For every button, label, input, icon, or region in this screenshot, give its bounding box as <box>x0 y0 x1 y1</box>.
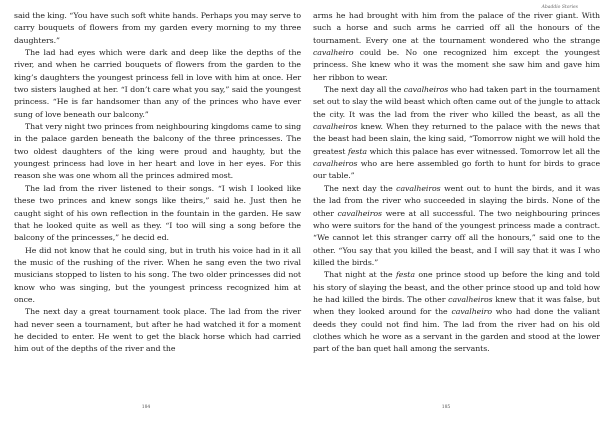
italic-term: cavalheiros <box>403 85 449 95</box>
right-page <box>300 0 600 424</box>
paragraph-text: knew. When they returned to the palace with the news that the beast had been slain, the king said, “Tomorrow night we will hold the greatest <box>313 122 600 156</box>
paragraph-text: He did not know that he could sing, but in truth his voice had in it all the music of the rushing of the river. When he sang even the two rival musicians stopped to listen to his song. The two older princesses did not know who was singing, but the youngest princess recognized him at once. <box>14 245 301 304</box>
paragraph-text: were at all successful. The two neighbouring princes who were suitors for the hand of the youngest princess made a contract. “We cannot let this stranger carry off all the honours,” said one to the other. “You say that you killed the beast, and I will say that it was I who killed the birds.” <box>313 208 600 267</box>
paragraph <box>14 10 301 47</box>
paragraph <box>14 245 301 307</box>
paragraph-text: That night at the <box>324 270 396 280</box>
italic-term: cavalheiro <box>313 48 354 58</box>
paragraph-text: one prince stood up before the king and told his story of slaying the beast, and the other prince stood up and told how he had killed the birds. The other <box>313 270 600 304</box>
paragraph-text: arms he had brought with him from the palace of the river giant. With such a horse and such arms he carried off all the honours of the tournament. Every one at the tournament wondered who the strange <box>313 11 600 45</box>
paragraph-text: which this palace has ever witnessed. Tomorrow let all the <box>366 146 600 156</box>
paragraph <box>313 84 600 183</box>
paragraph-text: That very night two princes from neighbouring kingdoms came to sing in the palace garden beneath the balcony of the three princesses. The two oldest daughters of the king were proud and haughty, but the youngest princess had love in her heart and love in her eyes. For this reason she was one whom all the princes admired most. <box>14 122 301 181</box>
left-page-text <box>14 10 301 356</box>
paragraph <box>313 269 600 355</box>
paragraph-text: The lad had eyes which were dark and deep like the depths of the river, and when he carried bouquets of flowers from the garden to the king’s daughters the youngest princess fell in love with him at once. Her two sisters laughed at her. “I don’t care what you say,” said the youngest princess. “He is far handsomer than any of the princes who have ever sung of love beneath our balcony.” <box>14 48 301 119</box>
italic-term: cavalheiros <box>448 294 493 304</box>
paragraph-text: said the king. “You have such soft white hands. Perhaps you may serve to carry bouquets of flowers from my garden every morning to my three daughters.” <box>14 11 301 45</box>
paragraph-text: knew that it was false, but when they looked around for the <box>313 294 600 317</box>
paragraph <box>313 183 600 269</box>
paragraph-text: The next day a great tournament took place. The lad from the river had never seen a tournament, but after he had watched it for a moment he decided to enter. He went to get the black horse which had carried him out of the depths of the river and the <box>14 307 301 354</box>
paragraph <box>14 47 301 121</box>
italic-term: cavalheiros <box>313 159 358 169</box>
italic-term: festa <box>348 146 367 156</box>
paragraph <box>14 121 301 183</box>
page-number: 184 <box>141 405 151 410</box>
paragraph-text: The lad from the river listened to their songs. “I wish I looked like these two princes and knew songs like theirs,” said he. Just then he caught sight of his own reflection in the fountain in the garden. He saw that he looked quite as well as they. “I too will sing a song before the balcony of the princesses,” he decid ed. <box>14 183 301 243</box>
paragraph-text: The next day the <box>324 183 397 193</box>
paragraph-text: who had done the valiant deeds they could not find him. The lad from the river had on his old clothes which he wore as a servant in the garden and stood at the lower part of the ban quet hall among the servants. <box>313 307 600 354</box>
italic-term: cavalheiros <box>313 122 358 132</box>
paragraph <box>14 183 301 245</box>
paragraph-text: who are here assembled go forth to hunt for birds to grace our table.” <box>313 159 600 181</box>
italic-term: cavalheiros <box>396 183 441 193</box>
paragraph-text: went out to hunt the birds, and it was the lad from the river who succeeded in slaying the birds. None of the other <box>313 183 600 218</box>
italic-term: cavalheiro <box>451 307 492 317</box>
paragraph-text: could be. No one recognized him except the youngest princess. She knew who it was the moment she saw him and gave him her ribbon to wear. <box>313 48 600 82</box>
paragraph-text: who had taken part in the tournament set out to slay the wild beast which often came out of the jungle to attack the city. It was the lad from the river who killed the beast, as all the <box>313 85 600 119</box>
right-page-text <box>313 10 600 356</box>
paragraph-text: The next day all the <box>324 85 404 95</box>
page-number: 185 <box>441 405 451 410</box>
paragraph <box>313 10 600 84</box>
italic-term: cavalheiros <box>337 208 382 218</box>
paragraph <box>14 306 301 355</box>
italic-term: festa <box>395 270 415 280</box>
running-head: Abaddio Stories <box>541 5 578 10</box>
